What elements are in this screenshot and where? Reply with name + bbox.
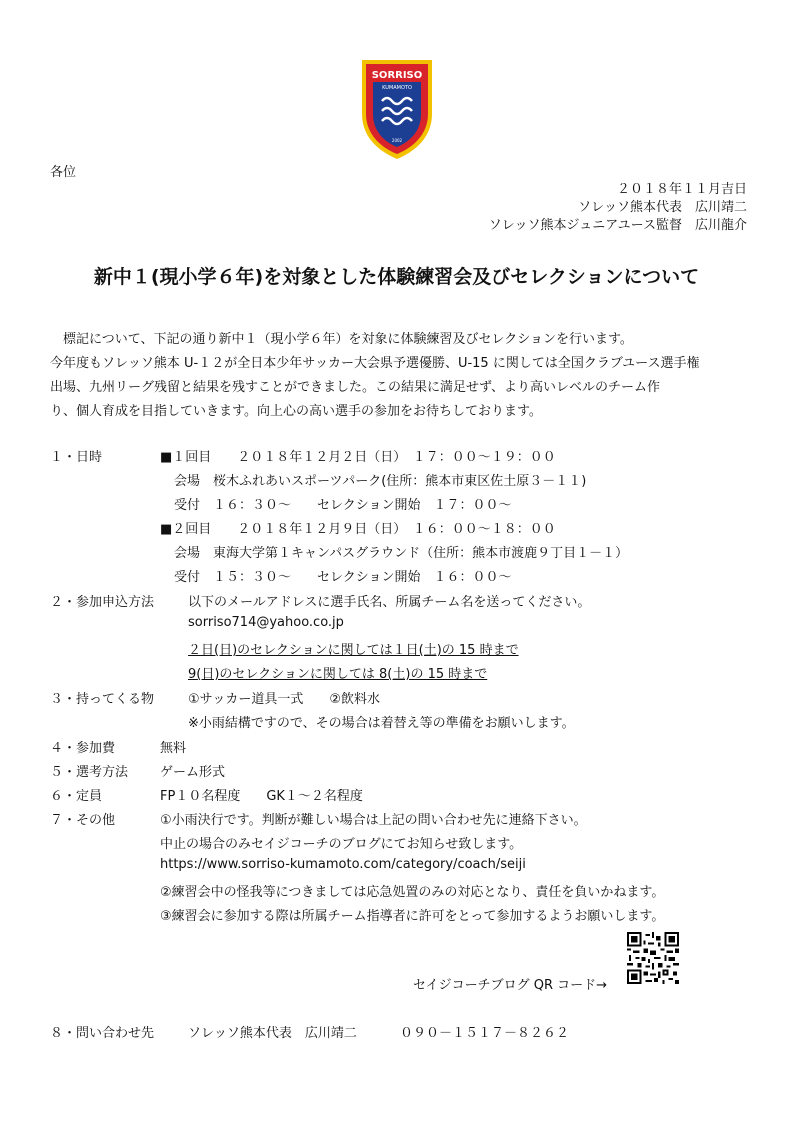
other-line: ③練習会に参加する際は所属チーム指導者に許可をとって参加するようお願いします。 [160, 909, 665, 924]
bring-text: ①サッカー道具一式 ②飲料水 [188, 692, 381, 707]
session2-datetime: ■２回目 ２０１８年１２月９日（日） １６：００～１８：００ [160, 522, 556, 537]
bring-note: ※小雨結構ですので、その場合は着替え等の準備をお願いします。 [188, 716, 575, 731]
item-other-label: ７・その他 [50, 813, 116, 828]
intro-line: 標記について、下記の通り新中１（現小学６年）を対象に体験練習及びセレクションを行います。 [50, 332, 633, 347]
sender-coach: ソレッソ熊本ジュニアユース監督 広川龍介 [488, 218, 747, 233]
sender-representative: ソレッソ熊本代表 広川靖二 [578, 200, 747, 215]
document-title: 新中１(現小学６年)を対象とした体験練習会及びセレクションについて [93, 266, 700, 288]
item-fee-label: ４・参加費 [50, 741, 116, 756]
fee-text: 無料 [160, 741, 187, 756]
session1-venue: 会場 桜木ふれあいスポーツパーク(住所：熊本市東区佐土原３－１１) [174, 474, 587, 489]
session2-venue: 会場 東海大学第１キャンパスグラウンド（住所：熊本市渡鹿９丁目１－１） [174, 546, 629, 561]
logo-subtitle: KUMAMOTO [382, 85, 412, 91]
item-bring-label: ３・持ってくる物 [50, 692, 155, 707]
sorriso-logo [358, 56, 436, 162]
contact-phone[interactable]: ０９０－１５１７－８２６２ [400, 1026, 570, 1041]
apply-deadline-2: 9(日)のセレクションに関しては 8(土)の 15 時まで [188, 667, 488, 682]
session1-reception: 受付 １６：３０～ セレクション開始 １７：００～ [174, 498, 512, 513]
other-line: ②練習会中の怪我等につきましては応急処置のみの対応となり、責任を負いかねます。 [160, 885, 665, 900]
item-method-label: ５・選考方法 [50, 765, 129, 780]
apply-text: 以下のメールアドレスに選手氏名、所属チーム名を送ってください。 [188, 595, 591, 610]
issue-date: ２０１８年１１月吉日 [616, 182, 747, 197]
item-contact-label: ８・問い合わせ先 [50, 1026, 155, 1041]
method-text: ゲーム形式 [160, 765, 226, 780]
blog-url[interactable]: https://www.sorriso-kumamoto.com/category/coach/seiji [160, 857, 526, 872]
logo-title: SORRISO [371, 70, 423, 81]
other-line: 中止の場合のみセイジコーチのブログにてお知らせ致します。 [160, 837, 523, 852]
intro-line: 出場、九州リーグ残留と結果を残すことができました。この結果に満足せず、より高いレベルのチーム作 [50, 380, 660, 395]
session1-datetime: ■１回目 ２０１８年１２月２日（日） １７：００～１９：００ [160, 450, 556, 465]
qr-caption: セイジコーチブログ QR コード→ [413, 978, 608, 993]
other-line: ①小雨決行です。判断が難しい場合は上記の問い合わせ先に連絡下さい。 [160, 813, 587, 828]
logo-year: 2002 [391, 138, 403, 143]
apply-deadline-1: ２日(日)のセレクションに関しては１日(土)の 15 時まで [188, 643, 519, 658]
intro-line: り、個人育成を目指していきます。向上心の高い選手の参加をお待ちしております。 [50, 404, 542, 419]
item-apply-label: ２・参加申込方法 [50, 595, 155, 610]
contact-name: ソレッソ熊本代表 広川靖二 [188, 1026, 357, 1041]
capacity-text: FP１０名程度 GK１～２名程度 [160, 789, 363, 804]
intro-line: 今年度もソレッソ熊本 U-１２が全日本少年サッカー大会県予選優勝、U-15 に関しては全国クラブユース選手権 [50, 356, 700, 371]
session2-reception: 受付 １５：３０～ セレクション開始 １６：００～ [174, 570, 512, 585]
addressee: 各位 [50, 165, 77, 180]
item-capacity-label: ６・定員 [50, 789, 103, 804]
item-date-label: １・日時 [50, 450, 103, 465]
qr-code-icon[interactable] [627, 932, 679, 984]
apply-email[interactable]: sorriso714@yahoo.co.jp [188, 615, 344, 630]
